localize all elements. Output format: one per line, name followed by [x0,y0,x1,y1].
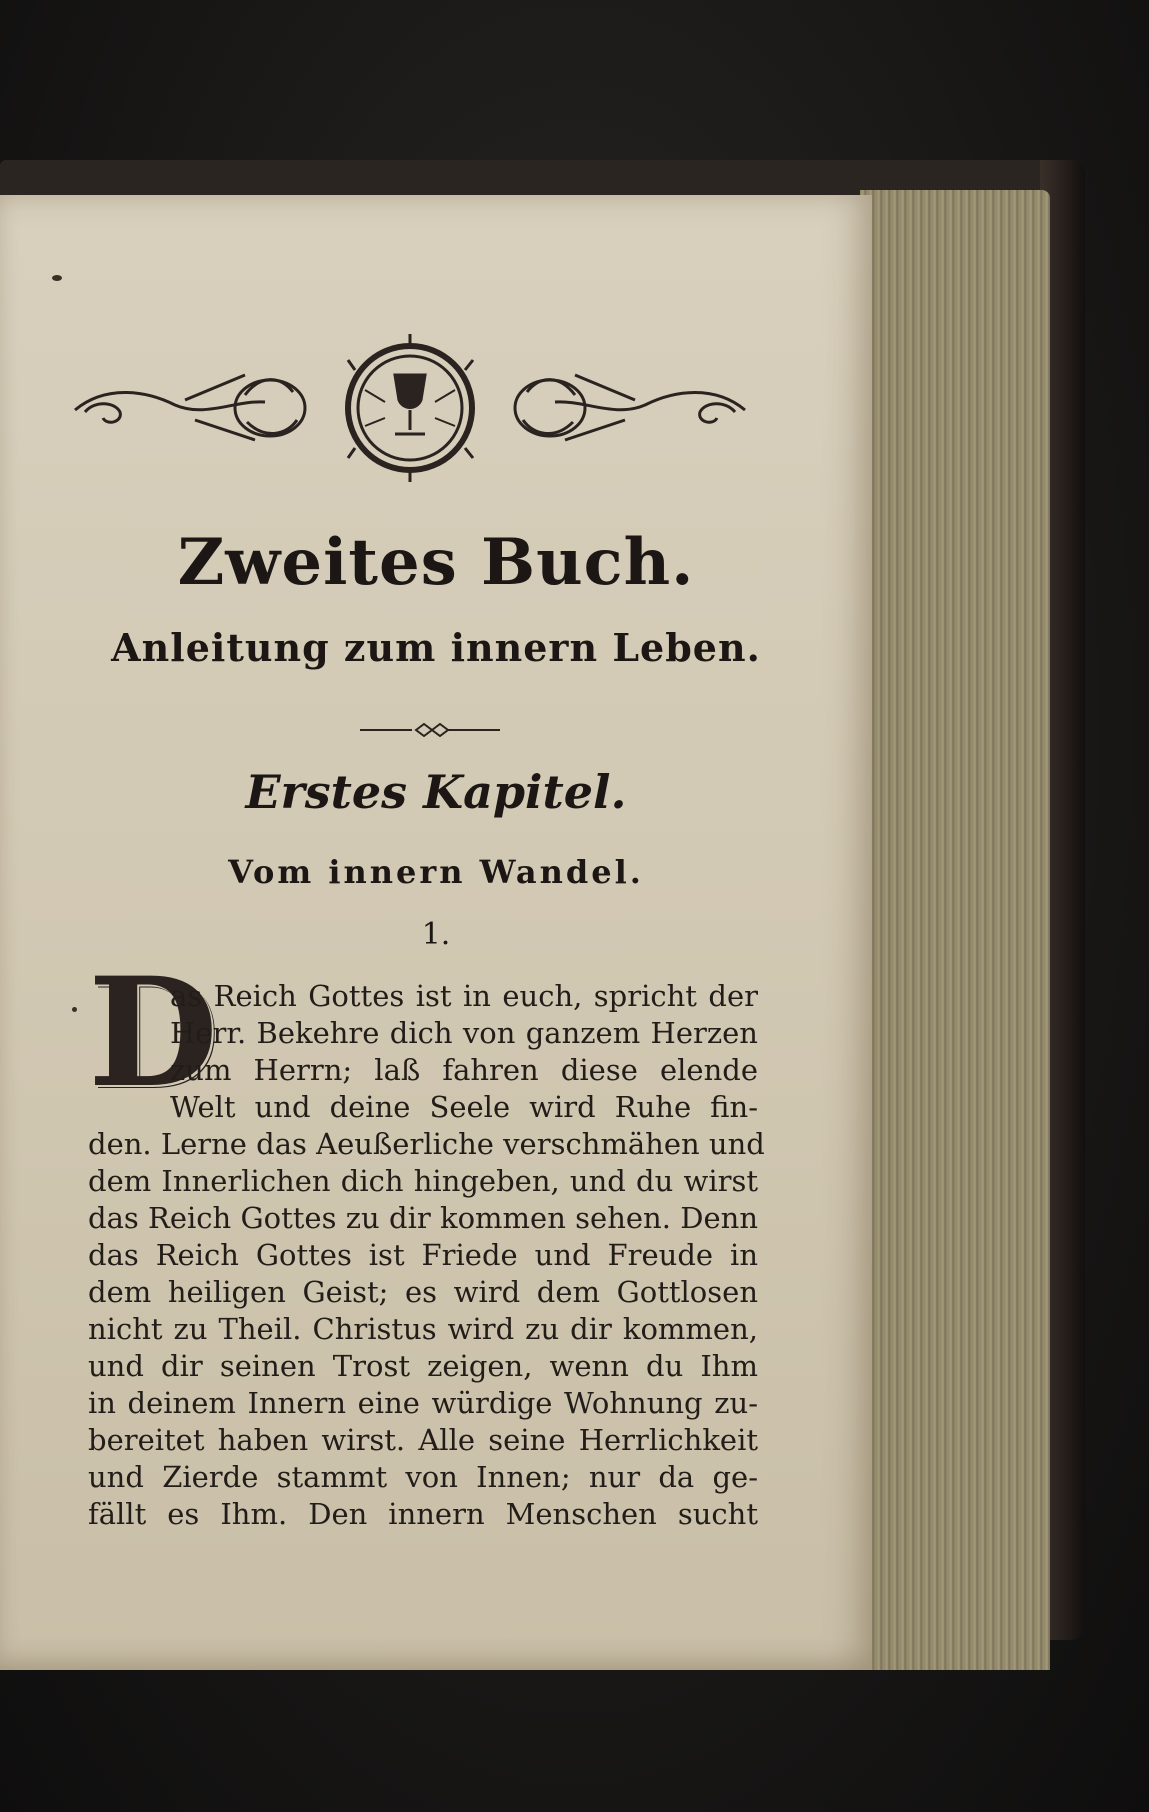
chapter-subtitle: Vom innern Wandel. [228,853,644,891]
paper-speck [52,275,62,281]
drop-cap-initial: D [88,945,219,1121]
chalice-in-crown-of-thorns-icon [65,330,755,490]
book [0,150,1090,1670]
text-line: zum Herrn; laß fahren diese elende [170,1053,758,1087]
chapter-title: Erstes Kapitel. [245,765,627,819]
text-line: das Reich Gottes ist Friede und Freude in [88,1238,758,1272]
divider-ornament [360,720,500,740]
text-line: das Reich Gottes zu dir kommen sehen. Denn [88,1201,758,1235]
paper-speck [72,1007,77,1012]
text-line: dem Innerlichen dich hingeben, und du wirst [88,1164,758,1198]
page-edges [860,190,1050,1670]
text-line: fällt es Ihm. Den innern Menschen sucht [88,1497,758,1531]
text-line: Welt und deine Seele wird Ruhe fin- [170,1090,758,1124]
text-line: dem heiligen Geist; es wird dem Gottlosen [88,1275,758,1309]
book-subtitle: Anleitung zum innern Leben. [111,625,761,670]
text-line: in deinem Innern eine würdige Wohnung zu- [88,1386,758,1420]
text-line: und Zierde stammt von Innen; nur da ge- [88,1460,758,1494]
text-line: nicht zu Theil. Christus wird zu dir kommen, [88,1312,758,1346]
book-page [0,195,872,1670]
section-number: 1. [421,917,451,952]
text-line: Herr. Bekehre dich von ganzem Herzen [170,1016,758,1050]
text-line: und dir seinen Trost zeigen, wenn du Ihm [88,1349,758,1383]
text-line: den. Lerne das Aeußerliche verschmähen und [88,1127,765,1161]
text-line: as Reich Gottes ist in euch, spricht der [170,979,758,1013]
book-title: Zweites Buch. [177,525,695,600]
text-line: bereitet haben wirst. Alle seine Herrlichkeit [88,1423,758,1457]
